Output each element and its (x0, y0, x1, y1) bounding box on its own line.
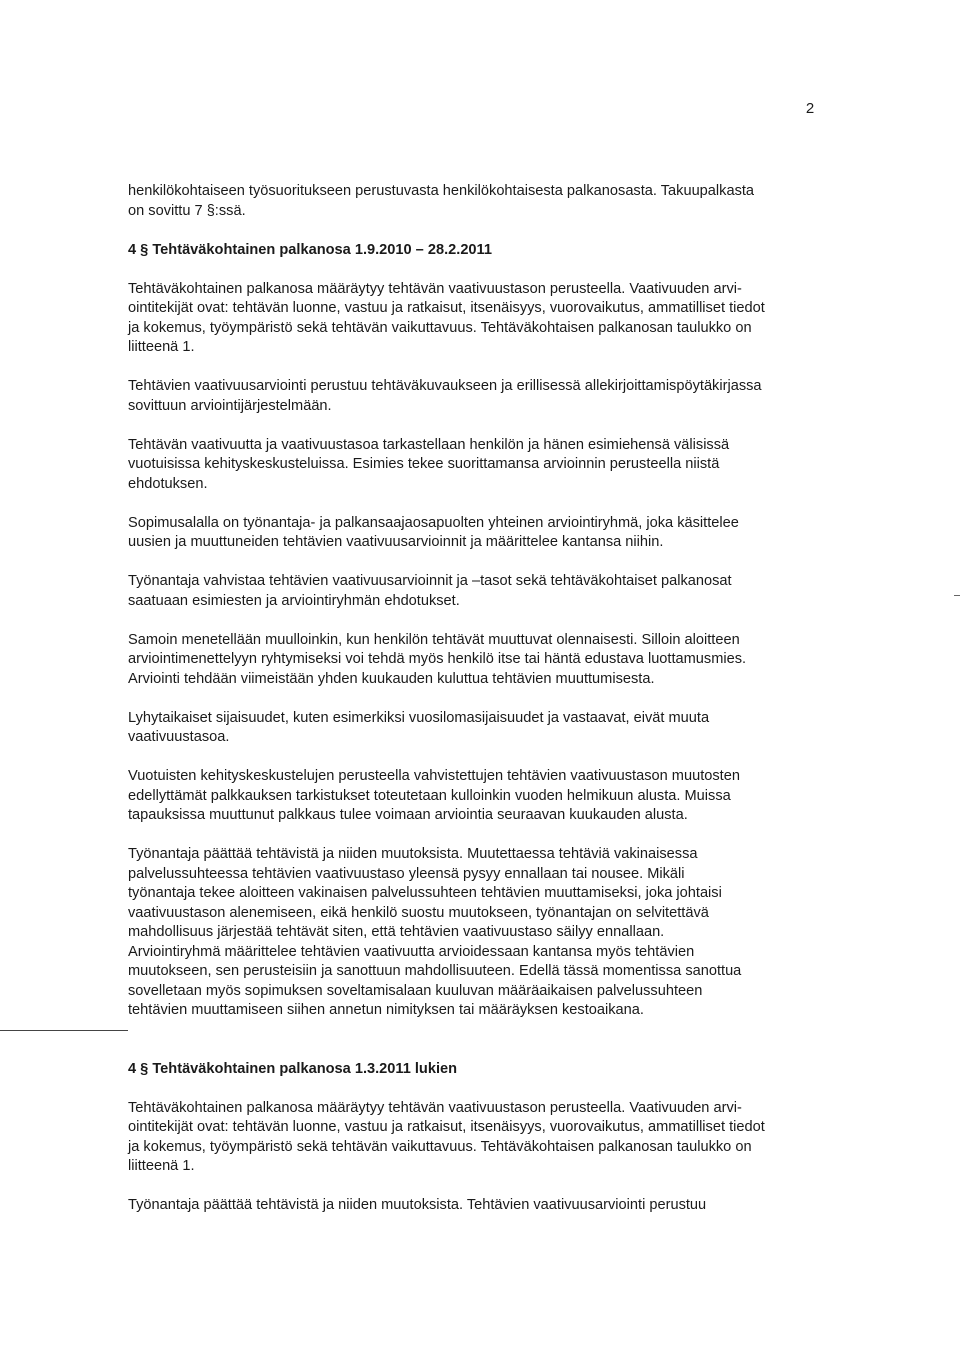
paragraph (128, 1099, 828, 1177)
text-line: liitteenä 1. (128, 1158, 195, 1174)
scan-edge-mark (954, 595, 960, 596)
text-line: mahdollisuus järjestää tehtävät siten, että tehtävien vaativuustaso säilyy ennallaan. (128, 924, 665, 940)
text-line: Työnantaja päättää tehtävistä ja niiden muutoksista. Muutettaessa tehtäviä vakinaisessa (128, 846, 698, 862)
text-line: ehdotuksen. (128, 475, 208, 492)
text-line: edellyttämät palkkauksen tarkistukset toteutetaan kulloinkin vuoden helmikuun alusta. Muissa (128, 787, 731, 804)
text-line: vaativuustasoa. (128, 729, 230, 745)
text-line: työnantaja tekee aloitteen vakinaisen palvelussuhteen tehtävien muuttamiseksi, joka johtaisi (128, 885, 722, 901)
paragraph (128, 845, 828, 1021)
text-line: Sopimusalalla on työnantaja- ja palkansaajaosapuolten yhteinen arviointiryhmä, joka käsittelee (128, 514, 739, 531)
paragraph (128, 514, 828, 553)
text-line: ointitekijät ovat: tehtävän luonne, vastuu ja ratkaisut, itsenäisyys, vuorovaikutus, ammatilliset tiedot (128, 300, 765, 316)
text-line: Arviointiryhmä määrittelee tehtävien vaativuutta arvioidessaan kantansa myös tehtävien (128, 943, 695, 960)
text-line: arviointimenettelyyn ryhtymiseksi voi tehdä myös henkilö itse tai häntä edustava luottamusmies. (128, 651, 747, 667)
document-body (128, 182, 828, 1235)
text-line: Tehtäväkohtainen palkanosa määräytyy tehtävän vaativuustason perusteella. Vaativuuden arvi- (128, 1099, 742, 1116)
paragraph (128, 436, 828, 495)
text-line: vaativuustason alenemiseen, eikä henkilö suostu muutokseen, työnantajan on selvitettävä (128, 904, 709, 921)
text-line: uusien ja muuttuneiden tehtävien vaativuusarvioinnit ja määrittelee kantansa niihin. (128, 534, 664, 550)
section-heading: 4 § Tehtäväkohtainen palkanosa 1.3.2011 lukien (128, 1060, 458, 1077)
paragraph (128, 377, 828, 416)
text-line: Tehtävien vaativuusarviointi perustuu tehtäväkuvaukseen ja erillisessä allekirjoittamispöytäkirjassa (128, 378, 762, 394)
text-line: muutokseen, sen perusteisiin ja sanottuun mahdollisuuteen. Edellä tässä momentissa sanottua (128, 963, 742, 979)
paragraph (128, 1196, 828, 1216)
text-line: ointitekijät ovat: tehtävän luonne, vastuu ja ratkaisut, itsenäisyys, vuorovaikutus, ammatilliset tiedot (128, 1119, 765, 1135)
section-heading: 4 § Tehtäväkohtainen palkanosa 1.9.2010 – 28.2.2011 (128, 241, 492, 258)
text-line: Arviointi tehdään viimeistään yhden kuukauden kuluttua tehtävien muuttumisesta. (128, 670, 655, 687)
text-line: liitteenä 1. (128, 339, 195, 355)
text-line: saatuaan esimiesten ja arviointiryhmän ehdotukset. (128, 592, 460, 609)
paragraph (128, 767, 828, 826)
text-line: Tehtäväkohtainen palkanosa määräytyy tehtävän vaativuustason perusteella. Vaativuuden arvi- (128, 280, 742, 297)
paragraph (128, 709, 828, 748)
text-line: ja kokemus, työympäristö sekä tehtävän vaikuttavuus. Tehtäväkohtaisen palkanosan taulukko on (128, 319, 752, 336)
text-line: Työnantaja päättää tehtävistä ja niiden muutoksista. Tehtävien vaativuusarviointi perustuu (128, 1197, 707, 1213)
paragraph (128, 631, 828, 690)
text-line: sovelletaan myös sopimuksen soveltamisalaan kuuluvan määräaikaisen palvelussuhteen (128, 982, 703, 999)
paragraph (128, 182, 828, 221)
text-line: Työnantaja vahvistaa tehtävien vaativuusarvioinnit ja –tasot sekä tehtäväkohtaiset palkanosat (128, 573, 732, 589)
strike-rule (0, 1030, 128, 1031)
text-line: Lyhytaikaiset sijaisuudet, kuten esimerkiksi vuosilomasijaisuudet ja vastaavat, eivät muuta (128, 709, 710, 726)
text-line: tehtävien muuttamiseen siihen annetun nimityksen tai määräyksen kestoaikana. (128, 1002, 644, 1018)
text-line: on sovittu 7 §:ssä. (128, 202, 246, 219)
text-line: Tehtävän vaativuutta ja vaativuustasoa tarkastellaan henkilön ja hänen esimiehensä välisissä (128, 436, 730, 453)
text-line: palvelussuhteessa tehtävien vaativuustaso yleensä pysyy ennallaan tai nousee. Mikäli (128, 865, 685, 882)
text-line: ja kokemus, työympäristö sekä tehtävän vaikuttavuus. Tehtäväkohtaisen palkanosan taulukko on (128, 1138, 752, 1155)
text-line: Samoin menetellään muulloinkin, kun henkilön tehtävät muuttuvat olennaisesti. Silloin aloitteen (128, 631, 740, 648)
text-line: sovittuun arviointijärjestelmään. (128, 397, 332, 414)
text-line: Vuotuisten kehityskeskustelujen perusteella vahvistettujen tehtävien vaativuustason muutosten (128, 768, 740, 784)
text-line: tapauksissa muuttunut palkkaus tulee voimaan arviointia seuraavan kuukauden alusta. (128, 807, 688, 823)
paragraph (128, 572, 828, 611)
page-number: 2 (805, 100, 815, 117)
paragraph (128, 280, 828, 358)
text-line: henkilökohtaiseen työsuoritukseen perustuvasta henkilökohtaisesta palkanosasta. Takuupalkasta (128, 183, 755, 199)
text-line: vuotuisissa kehityskeskusteluissa. Esimies tekee suorittamansa arvioinnin perusteella niistä (128, 456, 720, 472)
